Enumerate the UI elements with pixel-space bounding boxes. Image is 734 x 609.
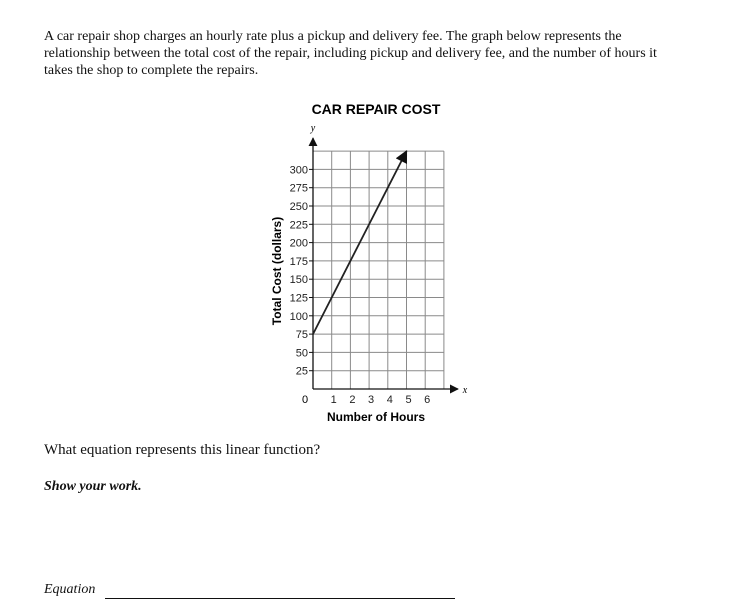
x-tick-label: 1 <box>330 394 337 406</box>
x-tick-label: 5 <box>405 394 412 406</box>
y-tick-label: 200 <box>289 237 308 250</box>
y-axis-label: Total Cost (dollars) <box>270 216 284 326</box>
x-axis-label: Number of Hours <box>326 410 426 424</box>
chart-title: CAR REPAIR COST <box>311 101 441 117</box>
equation-answer-line[interactable] <box>105 598 455 599</box>
x-tick-label: 3 <box>368 394 375 406</box>
question-text: What equation represents this linear function? <box>44 442 321 458</box>
y-tick-label: 75 <box>295 329 308 342</box>
x-axis-letter: x <box>462 385 468 396</box>
y-tick-label: 100 <box>289 310 308 323</box>
x-tick-label: 4 <box>386 394 393 406</box>
y-axis-letter: y <box>310 123 316 134</box>
y-tick-label: 25 <box>295 365 308 378</box>
equation-label: Equation <box>44 582 96 597</box>
x-tick-label: 6 <box>424 394 431 406</box>
y-tick-label: 300 <box>289 164 308 177</box>
chart-grid <box>313 151 444 389</box>
origin-label: 0 <box>301 394 309 406</box>
intro-line: takes the shop to complete the repairs. <box>44 63 259 78</box>
y-tick-label: 125 <box>289 292 308 305</box>
y-tick-label: 225 <box>289 219 308 232</box>
intro-line: A car repair shop charges an hourly rate plus a pickup and delivery fee. The graph below represents the <box>44 29 622 44</box>
y-tick-label: 275 <box>289 182 308 195</box>
y-tick-label: 175 <box>289 255 308 268</box>
y-tick-label: 50 <box>295 347 308 360</box>
intro-line: relationship between the total cost of the repair, including pickup and delivery fee, and the number of hours it <box>44 46 657 61</box>
y-tick-label: 150 <box>289 274 308 287</box>
show-work-instruction: Show your work. <box>44 479 142 494</box>
chart-tick-labels <box>290 164 431 406</box>
chart-axes <box>313 138 458 389</box>
y-tick-label: 250 <box>289 201 308 213</box>
x-tick-label: 2 <box>349 394 356 406</box>
